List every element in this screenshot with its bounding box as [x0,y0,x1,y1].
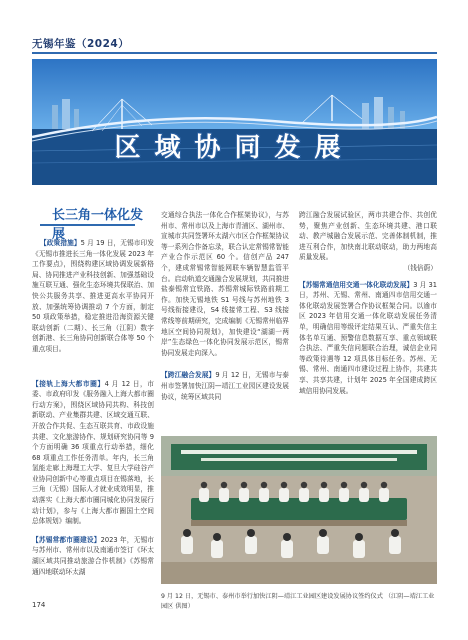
text-column-2 [161,210,289,402]
paragraph-text: 9 月 12 日，无锡市与泰州市签署加快江阴—靖江工业园区建设发展协议，统筹区域共同 [161,371,289,401]
photo-caption: 9 月 12 日，无锡市、泰州市举行加快江阴—靖江工业园区建设发展协议签约仪式 （江阴—靖江工业园区 供图） [161,593,435,610]
yearbook-header: 无锡年鉴（2024） [32,38,130,50]
paragraph-text: 5 月 19 日，无锡市印发《无锡市推进长三角一体化发展 2023 年工作要点》，围绕构建区域协调发展新格局、协同推进产业科技创新、加强基础设施互联互通、强化生态环境共保联治、加快公共服务共享、推进更高水平协同开放、加强统筹协调推动 7 个方面，制定 50 项政策举措，稳定推进沿海资源关键联动创新（二期）、长三角（江阴）数字创新港、长三角协同创新联合体等 50 个重点项目。 [32,239,154,353]
paragraph-heading: 【苏锡常都市圈建设】 [32,535,101,544]
banner-title: 区域协同发展 [114,133,355,163]
paragraph-text: 2023 年，无锡市与苏州市、常州市以及南通市签订《环太湖区域共同推动旅游合作机制》《苏锡常通四地联动环太湖 [32,535,154,576]
meeting-room-illustration [161,436,437,584]
section-title-underline [40,224,135,226]
paragraph-heading: 【接轨上海大都市圈】 [32,379,105,388]
paragraph-text: 4 月 12 日，市委、市政府印发《服务融入上海大都市圈行动方案》，围绕区域协同共构、科技创新联动、产业集群共建、区域交通互联、开放合作共促、生态互联共育、市政设施共建、文化旅游协作、规划研究协同等 9 个方面明确 36 项重点行动举措，细化 68 项重点工作任务清单。年内，长三角氢能走廊上海理工大学、复旦大学硅谷产业协同创新中心等重点项目在锡落地，长三角（无锡）国际人才就业成效明显，推动落实《上海大都市圈同城化协同发展行动计划》，参与《上海大都市圈国土空间总体规划》编制。 [32,379,154,526]
paragraph-heading: 【政策措施】 [40,239,81,247]
paragraph-text: 交通综合执法一体化合作框架协议》，与苏州市、常州市以及上海市青浦区、湖州市、宣城市共同签署环太湖六市区合作框架协议等一系列合作备忘录，联合认定常锡常智能产业合作示范区 60 个。信创产品 247 个，建成常锡常智能网联车辆智慧监管平台。启动轨道交通融合发展规划，共同推进盐泰锡常宜铁路、苏锡常城际铁路前期工作。加快无锡地铁 S1 号线与苏州地铁 3 号线衔接建设，S4 线接常工程、S3 线接常线等前期研究，完成编制《无锡常州临界地区空间协同规划》，加快建设“湖湖一两岸”生态绿色一体化协同发展示范区，锡常协同发展走向深入。 [161,211,289,357]
paragraph [32,238,154,355]
paragraph [299,280,437,397]
paragraph-heading: 【苏锡常通信用交通一体化联动发展】 [299,280,414,289]
paragraph-text: 跨江融合发展试验区，两市共建合作、共创优势，聚焦产业创新、生态环境共建、港口联动、教产城融合发展示范、完善体制机制，推进互利合作，加快南北联动联动，助力两地高质量发展。 [299,211,437,262]
header-rule [32,52,437,54]
text-column-1 [32,238,154,577]
paragraph [299,210,437,263]
bridge-lake-illustration [32,59,437,185]
paragraph [32,535,154,577]
section-title [40,198,155,242]
banner-image [32,59,437,185]
paragraph [32,379,154,527]
paragraph [161,370,289,402]
paragraph [161,210,289,358]
paragraph-text: 3 月 31 日，苏州、无锡、常州、南通四市信用交通一体化联动发展签署合作协议框架合同。以逾市区 2023 年信用交通一体化联动发展任务清单，明确信用等级评定结果互认、严重失信主体名单互通、预警信息数据互享、重点领域联合执法、严重失信问题联合治理，诚信企业同等政策待遇等 12 项具体目标任务。苏州、无锡、常州、南通四市建设过程上协作，共建共享、共享共建，计划年 2025 年全国建成跨区域信用协同发展。 [299,280,437,395]
signing-ceremony-photo [161,436,437,584]
author-credit-text: （钱倍蔚） [403,263,437,272]
section-title-text: 长三角一体化发展 [52,208,144,242]
text-column-3 [299,210,437,396]
paragraph-heading: 【跨江融合发展】 [161,371,216,380]
author-credit [299,263,437,274]
page-number: 174 [32,601,46,609]
